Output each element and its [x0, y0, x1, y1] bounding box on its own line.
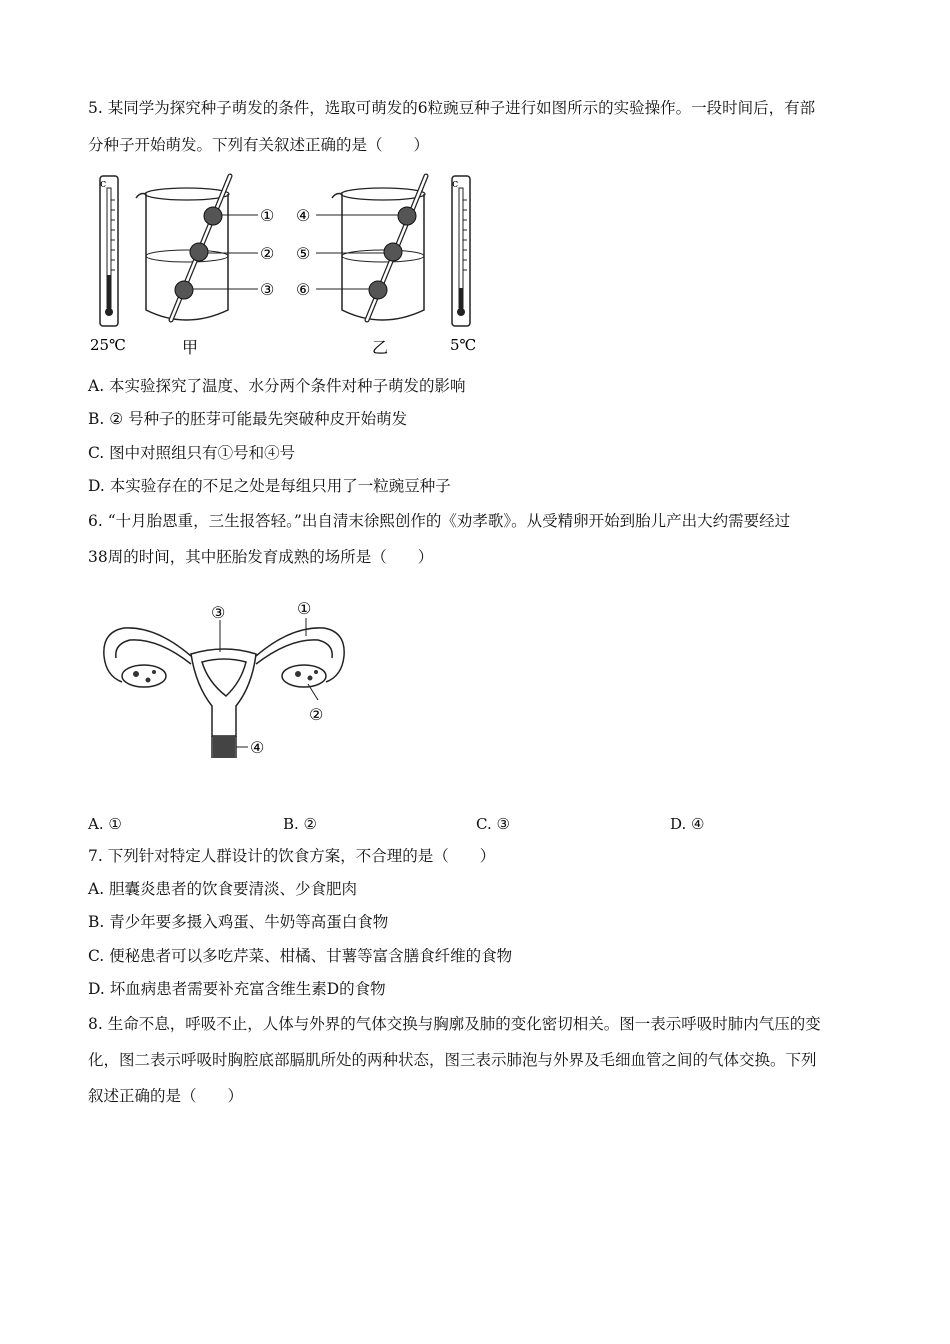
svg-text:①: ①: [260, 206, 275, 225]
q8-stem-line1: 8. 生命不息，呼吸不止，人体与外界的气体交换与胸廓及肺的变化密切相关。图一表示呼吸时肺内气压的变: [88, 1015, 821, 1033]
q5-stem-line2: 分种子开始萌发。下列有关叙述正确的是（ ）: [88, 136, 430, 154]
svg-text:c: c: [452, 177, 459, 190]
svg-text:④: ④: [296, 206, 311, 225]
svg-text:①: ①: [297, 599, 312, 618]
svg-text:②: ②: [260, 244, 275, 263]
q6-stem-line2: 38周的时间，其中胚胎发育成熟的场所是（ ）: [88, 548, 434, 566]
beaker-right: [316, 176, 426, 320]
q5-option-a[interactable]: A. 本实验探究了温度、水分两个条件对种子萌发的影响: [88, 377, 466, 395]
svg-text:⑤: ⑤: [296, 244, 311, 263]
q6-option-c[interactable]: C. ③: [476, 815, 510, 833]
beaker-left-label: 甲: [182, 338, 199, 357]
q6-uterus-figure: [96, 596, 356, 766]
svg-text:c: c: [100, 177, 107, 190]
q6-stem-line1: 6. “十月胎恩重，三生报答轻。”出自清末徐熙创作的《劝孝歌》。从受精卵开始到胎儿产出大约需要经过: [88, 512, 791, 530]
q8-stem-line2: 化，图二表示呼吸时胸腔底部膈肌所处的两种状态，图三表示肺泡与外界及毛细血管之间的气体交换。下列: [88, 1051, 817, 1069]
q6-option-b[interactable]: B. ②: [283, 815, 318, 833]
q6-option-d[interactable]: D. ④: [670, 815, 705, 833]
q7-option-a[interactable]: A. 胆囊炎患者的饮食要清淡、少食肥肉: [88, 880, 358, 898]
q7-option-b[interactable]: B. 青少年要多摄入鸡蛋、牛奶等高蛋白食物: [88, 913, 389, 931]
q7-stem: 7. 下列针对特定人群设计的饮食方案，不合理的是（ ）: [88, 847, 496, 865]
q7-option-c[interactable]: C. 便秘患者可以多吃芹菜、柑橘、甘薯等富含膳食纤维的食物: [88, 947, 513, 965]
q5-seed-experiment-figure: [88, 170, 488, 360]
temp-right-label: 5℃: [450, 336, 477, 354]
thermometer-left-icon: [100, 176, 118, 326]
q7-option-d[interactable]: D. 坏血病患者需要补充富含维生素D的食物: [88, 980, 386, 998]
beaker-left: [136, 176, 258, 320]
q5-option-b[interactable]: B. ② 号种子的胚芽可能最先突破种皮开始萌发: [88, 410, 408, 428]
temp-left-label: 25℃: [90, 336, 126, 354]
svg-text:②: ②: [309, 705, 324, 724]
q5-stem-line1: 5. 某同学为探究种子萌发的条件，选取可萌发的6粒豌豆种子进行如图所示的实验操作。一段时间后，有部: [88, 99, 816, 117]
svg-text:③: ③: [260, 280, 275, 299]
beaker-right-label: 乙: [372, 338, 389, 357]
thermometer-right-icon: [452, 176, 470, 326]
q5-option-d[interactable]: D. 本实验存在的不足之处是每组只用了一粒豌豆种子: [88, 477, 451, 495]
q6-option-a[interactable]: A. ①: [88, 815, 122, 833]
q5-option-c[interactable]: C. 图中对照组只有①号和④号: [88, 444, 296, 462]
svg-text:⑥: ⑥: [296, 280, 311, 299]
svg-text:③: ③: [211, 603, 226, 622]
q8-stem-line3: 叙述正确的是（ ）: [88, 1087, 244, 1105]
svg-text:④: ④: [250, 738, 265, 757]
